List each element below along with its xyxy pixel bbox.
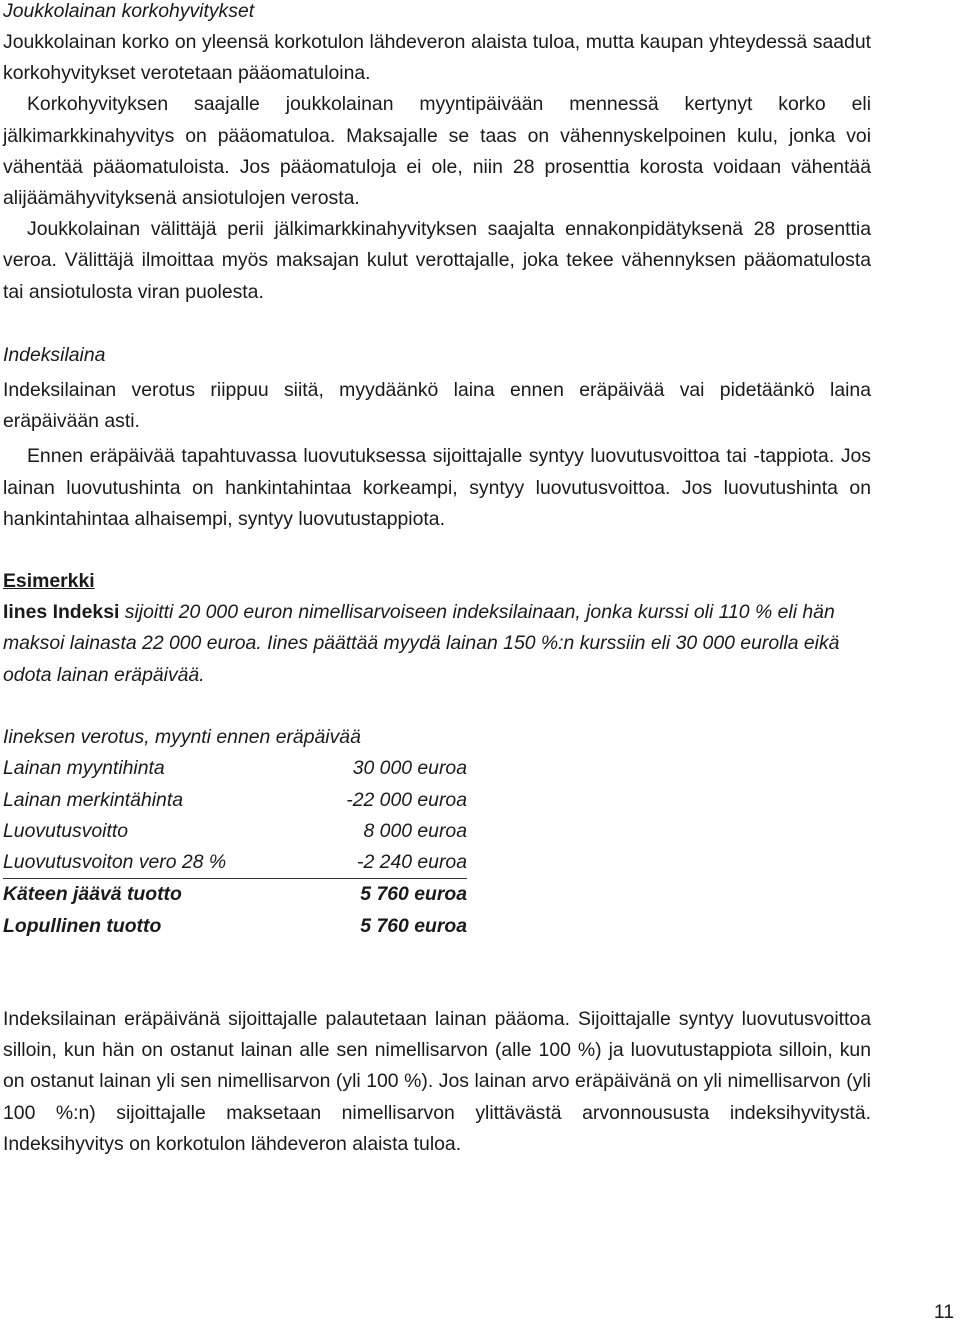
section-heading: Joukkolainan korkohyvitykset: [3, 0, 255, 22]
section-indeksilaina: [3, 344, 871, 535]
example-body: sijoitti 20 000 euron nimellisarvoiseen indeksilainaan, jonka kurssi oli 110 % eli hän maksoi lainasta 22 000 euroa. Iines päättää myydä lainan 150 %:n kurssiin eli 30 000 eurolla eikä odota lainan eräpäivää.: [3, 601, 840, 686]
table-row-total: [3, 911, 467, 942]
row-label: Luovutusvoitto: [3, 819, 129, 842]
section-closing: [3, 1004, 871, 1160]
table-row-total: [3, 879, 467, 911]
calculation-table: [3, 753, 467, 942]
row-label: Luovutusvoiton vero 28 %: [3, 851, 227, 874]
table-row: [3, 816, 467, 847]
calculation-block: [3, 722, 871, 942]
table-row: [3, 847, 467, 879]
section-joukkolainan-korkohyvitykset: [3, 0, 871, 308]
table-row: [3, 785, 467, 816]
example-person-name: Iines Indeksi: [3, 601, 120, 624]
paragraph: Joukkolainan korko on yleensä korkotulon lähdeveron alaista tuloa, mutta kaupan yhteydessä saadut korkohyvitykset verotetaan pääomatuloina.: [3, 31, 871, 85]
row-amount: -2 240 euroa: [357, 851, 467, 874]
row-amount: 30 000 euroa: [352, 757, 467, 780]
row-label: Lainan merkintähinta: [3, 788, 184, 811]
row-label: Lainan myyntihinta: [3, 757, 165, 780]
row-label: Käteen jäävä tuotto: [3, 879, 304, 911]
row-amount: 8 000 euroa: [363, 819, 467, 842]
page-number: 11: [933, 1301, 954, 1323]
example-title: Esimerkki: [3, 570, 95, 592]
paragraph: Indeksilainan verotus riippuu siitä, myydäänkö laina ennen eräpäivää vai pidetäänkö laina eräpäivään asti.: [3, 379, 871, 433]
calculation-title: Iineksen verotus, myynti ennen eräpäivää: [3, 726, 361, 748]
row-amount: 5 760 euroa: [304, 879, 467, 911]
row-label: Lopullinen tuotto: [3, 914, 162, 937]
table-row: [3, 753, 467, 784]
section-heading: Indeksilaina: [3, 344, 106, 366]
paragraph: Korkohyvityksen saajalle joukkolainan myyntipäivään mennessä kertynyt korko eli jälkimarkkinahyvitys on pääomatuloa. Maksajalle se taas on vähennyskelpoinen kulu, jonka voi vähentää pääomatuloista. Jos pääomatuloja ei ole, niin 28 prosenttia korosta voidaan vähentää alijäämähyvityksenä ansiotulojen verosta.: [3, 93, 871, 210]
paragraph: Ennen eräpäivää tapahtuvassa luovutuksessa sijoittajalle syntyy luovutusvoittoa tai -tappiota. Jos lainan luovutushinta on hankintahintaa korkeampi, syntyy luovutusvoittoa. Jos luovutushinta on hankintahintaa alhaisempi, syntyy luovutustappiota.: [3, 445, 871, 530]
paragraph: Indeksilainan eräpäivänä sijoittajalle palautetaan lainan pääoma. Sijoittajalle syntyy luovutusvoittoa silloin, kun hän on ostanut lainan alle sen nimellisarvon (alle 100 %) ja luovutustappiota silloin, kun on ostanut lainan yli sen nimellisarvon (yli 100 %). Jos lainan arvo eräpäivänä on yli nimellisarvon (yli 100 %:n) sijoittajalle maksetaan nimellisarvon ylittävästä arvonnoususta indeksihyvitystä. Indeksihyvitys on korkotulon lähdeveron alaista tuloa.: [3, 1008, 871, 1155]
row-amount: 5 760 euroa: [360, 914, 467, 937]
row-amount: -22 000 euroa: [346, 788, 467, 811]
example-text: [3, 597, 871, 691]
example-box: [3, 566, 871, 691]
paragraph: Joukkolainan välittäjä perii jälkimarkkinahyvityksen saajalta ennakonpidätyksenä 28 prosenttia veroa. Välittäjä ilmoittaa myös maksajan kulut verottajalle, joka tekee vähennyksen pääomatulosta tai ansiotulosta viran puolesta.: [3, 218, 871, 303]
